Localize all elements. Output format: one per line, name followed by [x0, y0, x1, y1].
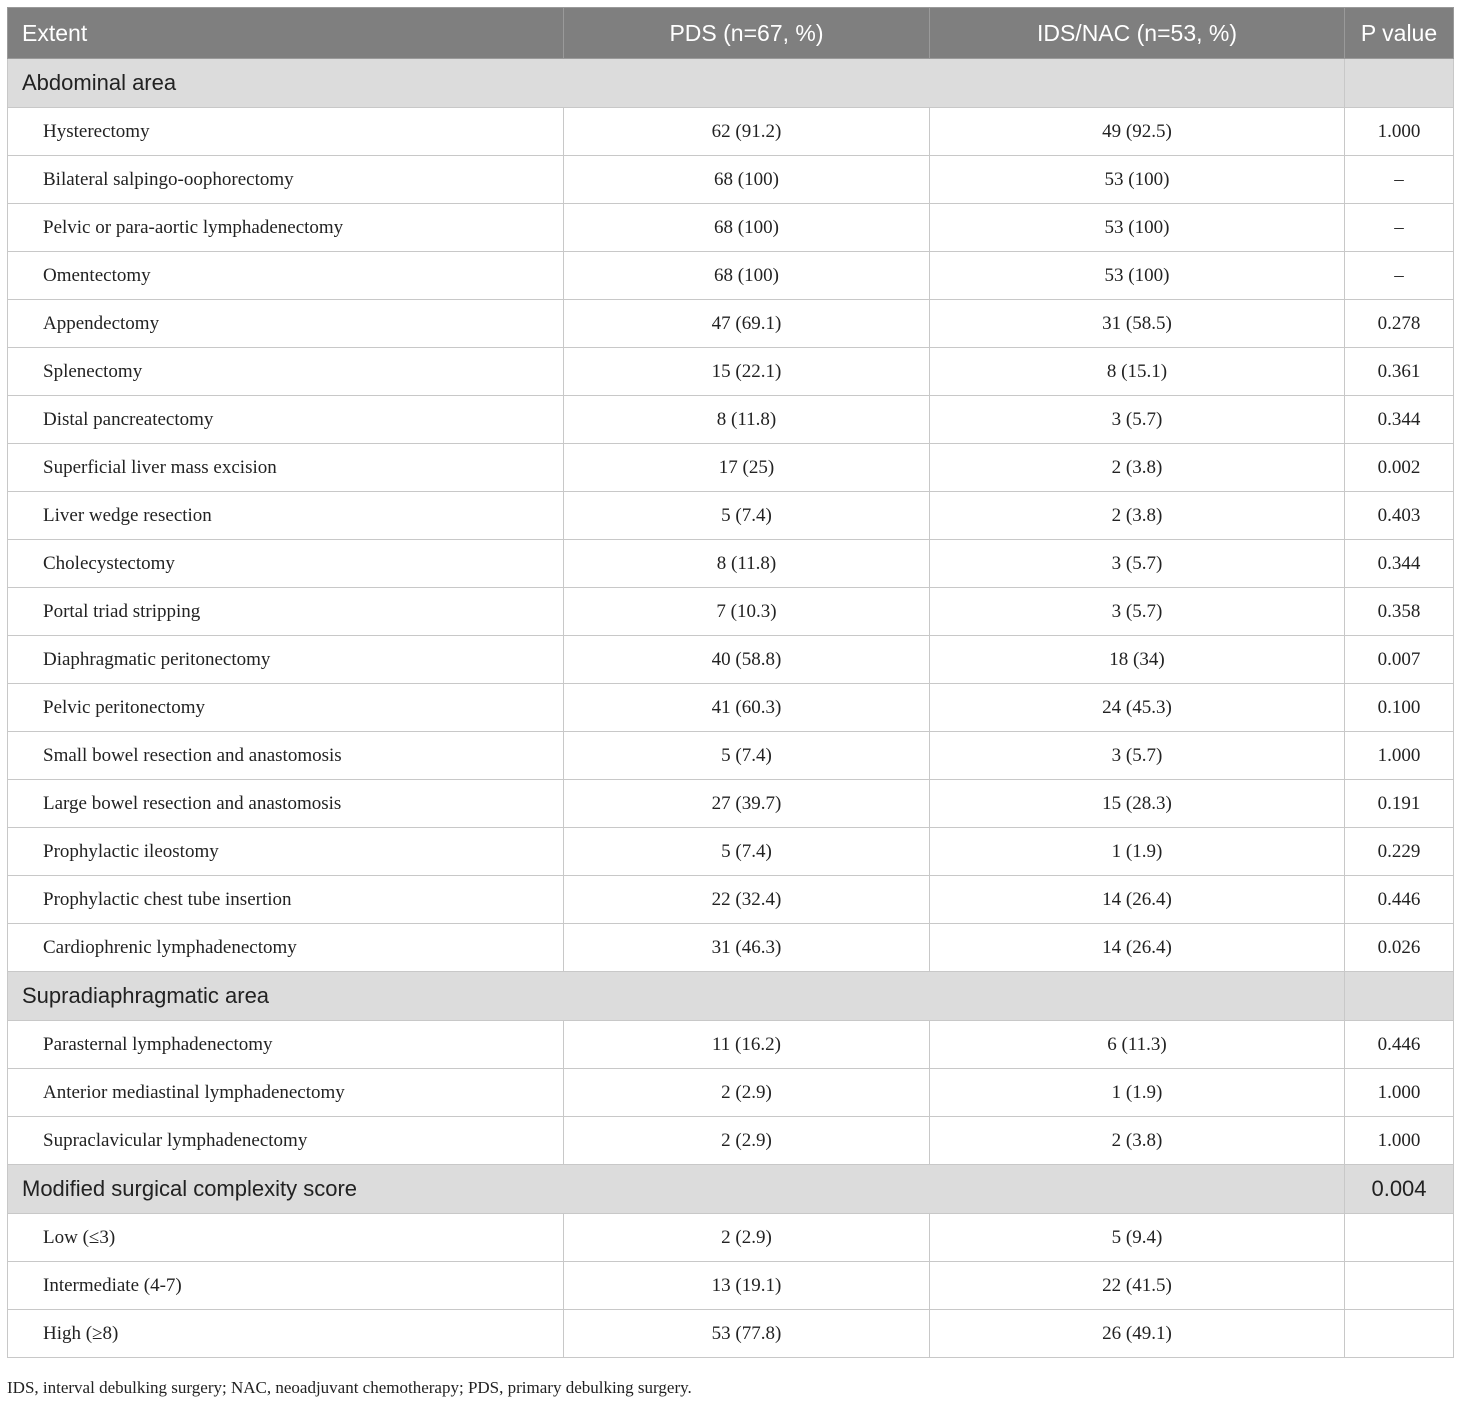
header-ids-nac: IDS/NAC (n=53, %)	[930, 8, 1345, 59]
ids-nac-value: 8 (15.1)	[930, 348, 1345, 396]
ids-nac-value: 24 (45.3)	[930, 684, 1345, 732]
table-header	[8, 8, 1454, 59]
ids-nac-value: 5 (9.4)	[930, 1214, 1345, 1262]
row-label: Bilateral salpingo-oophorectomy	[8, 156, 564, 204]
p-value	[1345, 1310, 1454, 1358]
ids-nac-value: 2 (3.8)	[930, 492, 1345, 540]
pds-value: 8 (11.8)	[564, 540, 930, 588]
ids-nac-value: 53 (100)	[930, 156, 1345, 204]
p-value: –	[1345, 156, 1454, 204]
row-label: Splenectomy	[8, 348, 564, 396]
ids-nac-value: 53 (100)	[930, 204, 1345, 252]
p-value: 0.026	[1345, 924, 1454, 972]
table-row	[8, 444, 1454, 492]
table-row	[8, 1021, 1454, 1069]
row-label: Low (≤3)	[8, 1214, 564, 1262]
ids-nac-value: 49 (92.5)	[930, 108, 1345, 156]
p-value: 0.002	[1345, 444, 1454, 492]
section-title: Abdominal area	[8, 59, 1345, 108]
p-value: 0.344	[1345, 396, 1454, 444]
section-title: Supradiaphragmatic area	[8, 972, 1345, 1021]
table-row	[8, 1117, 1454, 1165]
section-p-value: 0.004	[1345, 1165, 1454, 1214]
ids-nac-value: 22 (41.5)	[930, 1262, 1345, 1310]
p-value: 0.100	[1345, 684, 1454, 732]
ids-nac-value: 18 (34)	[930, 636, 1345, 684]
ids-nac-value: 3 (5.7)	[930, 540, 1345, 588]
section-header-row	[8, 972, 1454, 1021]
table-row	[8, 732, 1454, 780]
p-value: 0.361	[1345, 348, 1454, 396]
pds-value: 17 (25)	[564, 444, 930, 492]
row-label: Liver wedge resection	[8, 492, 564, 540]
table-row	[8, 780, 1454, 828]
pds-value: 31 (46.3)	[564, 924, 930, 972]
ids-nac-value: 1 (1.9)	[930, 828, 1345, 876]
table-row	[8, 540, 1454, 588]
ids-nac-value: 14 (26.4)	[930, 924, 1345, 972]
p-value: 0.446	[1345, 1021, 1454, 1069]
header-pds: PDS (n=67, %)	[564, 8, 930, 59]
p-value: 0.229	[1345, 828, 1454, 876]
pds-value: 2 (2.9)	[564, 1069, 930, 1117]
table-row	[8, 684, 1454, 732]
table-row	[8, 1069, 1454, 1117]
table-row	[8, 1310, 1454, 1358]
p-value: 0.007	[1345, 636, 1454, 684]
row-label: Supraclavicular lymphadenectomy	[8, 1117, 564, 1165]
p-value: 0.278	[1345, 300, 1454, 348]
ids-nac-value: 15 (28.3)	[930, 780, 1345, 828]
p-value: 1.000	[1345, 1117, 1454, 1165]
p-value: 0.358	[1345, 588, 1454, 636]
table-row	[8, 108, 1454, 156]
table-row	[8, 1214, 1454, 1262]
ids-nac-value: 6 (11.3)	[930, 1021, 1345, 1069]
table-row	[8, 924, 1454, 972]
row-label: Pelvic peritonectomy	[8, 684, 564, 732]
row-label: Intermediate (4-7)	[8, 1262, 564, 1310]
row-label: Anterior mediastinal lymphadenectomy	[8, 1069, 564, 1117]
row-label: Diaphragmatic peritonectomy	[8, 636, 564, 684]
table-row	[8, 828, 1454, 876]
row-label: Prophylactic chest tube insertion	[8, 876, 564, 924]
ids-nac-value: 1 (1.9)	[930, 1069, 1345, 1117]
pds-value: 47 (69.1)	[564, 300, 930, 348]
table-row	[8, 1262, 1454, 1310]
table-row	[8, 588, 1454, 636]
pds-value: 11 (16.2)	[564, 1021, 930, 1069]
ids-nac-value: 26 (49.1)	[930, 1310, 1345, 1358]
header-p-value: P value	[1345, 8, 1454, 59]
row-label: Omentectomy	[8, 252, 564, 300]
row-label: Superficial liver mass excision	[8, 444, 564, 492]
p-value: 0.344	[1345, 540, 1454, 588]
table-row	[8, 204, 1454, 252]
table-row	[8, 492, 1454, 540]
ids-nac-value: 31 (58.5)	[930, 300, 1345, 348]
p-value: –	[1345, 204, 1454, 252]
p-value: 0.403	[1345, 492, 1454, 540]
pds-value: 40 (58.8)	[564, 636, 930, 684]
row-label: High (≥8)	[8, 1310, 564, 1358]
pds-value: 68 (100)	[564, 156, 930, 204]
table-footnote: IDS, interval debulking surgery; NAC, neoadjuvant chemotherapy; PDS, primary debulking surgery.	[7, 1378, 692, 1397]
row-label: Distal pancreatectomy	[8, 396, 564, 444]
p-value: 0.191	[1345, 780, 1454, 828]
table-row	[8, 396, 1454, 444]
row-label: Pelvic or para-aortic lymphadenectomy	[8, 204, 564, 252]
pds-value: 15 (22.1)	[564, 348, 930, 396]
row-label: Cardiophrenic lymphadenectomy	[8, 924, 564, 972]
pds-value: 5 (7.4)	[564, 732, 930, 780]
row-label: Hysterectomy	[8, 108, 564, 156]
row-label: Large bowel resection and anastomosis	[8, 780, 564, 828]
table-row	[8, 876, 1454, 924]
ids-nac-value: 3 (5.7)	[930, 588, 1345, 636]
ids-nac-value: 2 (3.8)	[930, 1117, 1345, 1165]
row-label: Portal triad stripping	[8, 588, 564, 636]
data-table-container	[7, 7, 1453, 1358]
section-title: Modified surgical complexity score	[8, 1165, 1345, 1214]
ids-nac-value: 14 (26.4)	[930, 876, 1345, 924]
table-row	[8, 348, 1454, 396]
p-value	[1345, 1214, 1454, 1262]
row-label: Cholecystectomy	[8, 540, 564, 588]
row-label: Small bowel resection and anastomosis	[8, 732, 564, 780]
p-value: 1.000	[1345, 1069, 1454, 1117]
section-header-row	[8, 1165, 1454, 1214]
header-extent: Extent	[8, 8, 564, 59]
section-header-row	[8, 59, 1454, 108]
pds-value: 62 (91.2)	[564, 108, 930, 156]
pds-value: 68 (100)	[564, 204, 930, 252]
row-label: Parasternal lymphadenectomy	[8, 1021, 564, 1069]
pds-value: 22 (32.4)	[564, 876, 930, 924]
header-row	[8, 8, 1454, 59]
p-value: 1.000	[1345, 732, 1454, 780]
surgical-extent-table	[7, 7, 1454, 1358]
p-value: –	[1345, 252, 1454, 300]
section-p-value	[1345, 972, 1454, 1021]
section-p-value	[1345, 59, 1454, 108]
p-value: 1.000	[1345, 108, 1454, 156]
pds-value: 41 (60.3)	[564, 684, 930, 732]
row-label: Appendectomy	[8, 300, 564, 348]
ids-nac-value: 3 (5.7)	[930, 396, 1345, 444]
pds-value: 8 (11.8)	[564, 396, 930, 444]
table-row	[8, 636, 1454, 684]
pds-value: 5 (7.4)	[564, 492, 930, 540]
pds-value: 68 (100)	[564, 252, 930, 300]
table-row	[8, 252, 1454, 300]
pds-value: 5 (7.4)	[564, 828, 930, 876]
pds-value: 53 (77.8)	[564, 1310, 930, 1358]
table-row	[8, 300, 1454, 348]
pds-value: 7 (10.3)	[564, 588, 930, 636]
pds-value: 2 (2.9)	[564, 1117, 930, 1165]
ids-nac-value: 3 (5.7)	[930, 732, 1345, 780]
p-value: 0.446	[1345, 876, 1454, 924]
table-body	[8, 59, 1454, 1358]
pds-value: 27 (39.7)	[564, 780, 930, 828]
pds-value: 2 (2.9)	[564, 1214, 930, 1262]
pds-value: 13 (19.1)	[564, 1262, 930, 1310]
row-label: Prophylactic ileostomy	[8, 828, 564, 876]
p-value	[1345, 1262, 1454, 1310]
table-row	[8, 156, 1454, 204]
ids-nac-value: 2 (3.8)	[930, 444, 1345, 492]
ids-nac-value: 53 (100)	[930, 252, 1345, 300]
